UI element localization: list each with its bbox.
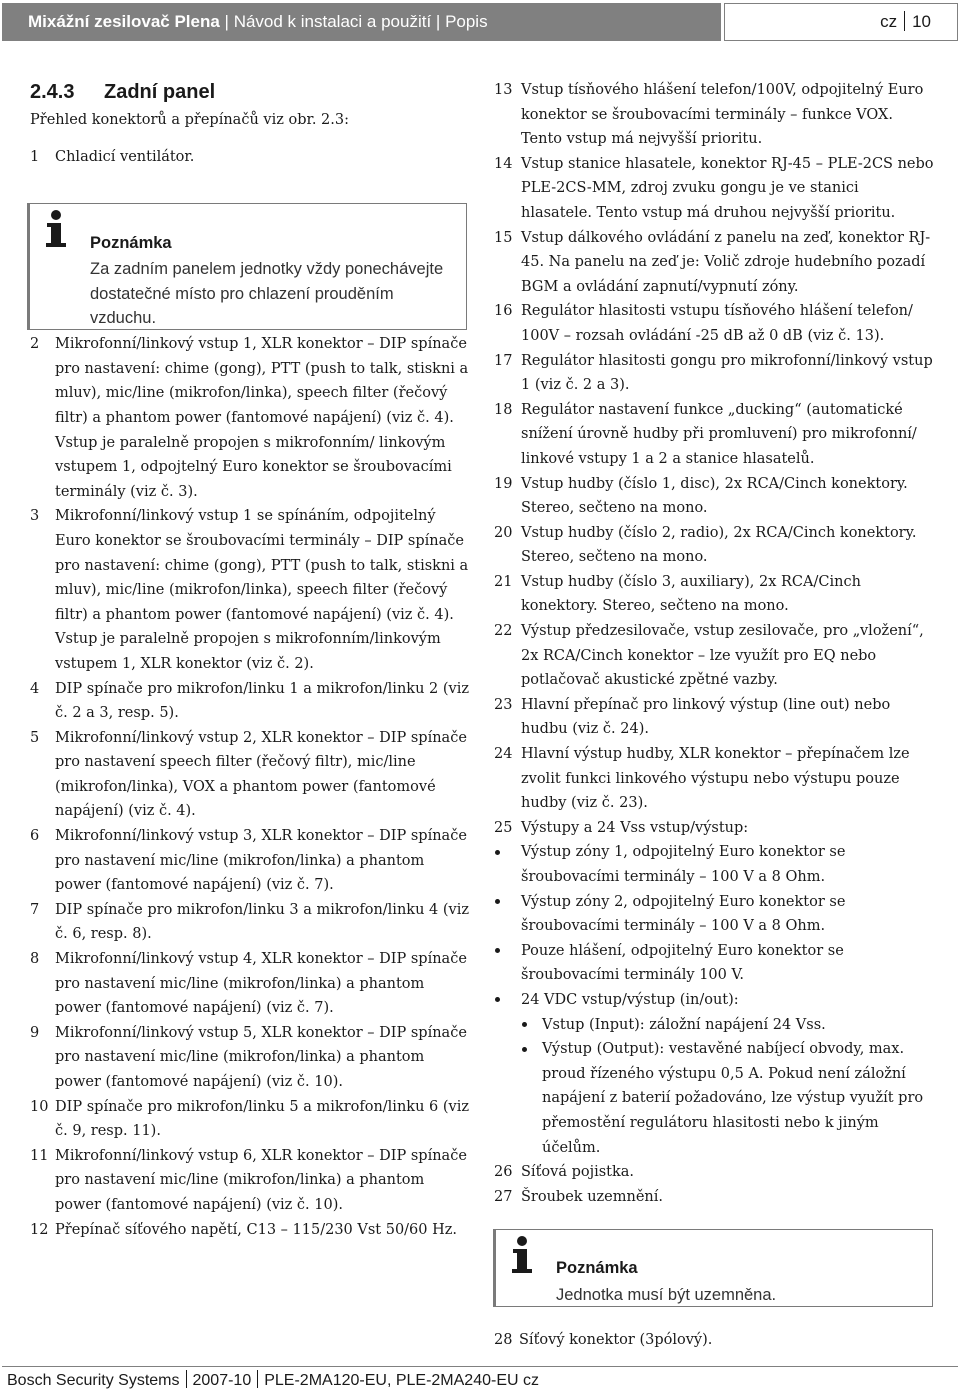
item-text: Regulátor hlasitosti gongu pro mikrofonní/linkový vstup 1 (viz č. 2 a 3). (521, 352, 933, 394)
item-text: Výstup předzesilovače, vstup zesilovače, pro „vložení“, 2x RCA/Cinch konektor – lze využít pro EQ nebo potlačovač akustické zpětné vazby. (521, 623, 924, 689)
list-item (30, 824, 470, 898)
item-number: 4 (30, 680, 40, 697)
header-product: Mixážní zesilovač Plena (28, 12, 220, 31)
note-box (493, 1229, 933, 1307)
list-item (30, 504, 470, 676)
list-item (30, 677, 470, 726)
header-lang: cz (880, 12, 898, 31)
item-text: Mikrofonní/linkový vstup 5, XLR konektor – DIP spínače pro nastavení mic/line (mikrofon/linka) a phantom power (fantomové napájení) (viz č. 10). (55, 1024, 467, 1090)
item-number: 10 (30, 1098, 49, 1115)
bullet-item (494, 1013, 934, 1038)
info-icon (496, 1230, 548, 1280)
item-number: 13 (494, 82, 513, 98)
list-item (494, 742, 934, 816)
item-number: 26 (494, 1164, 513, 1181)
bullet-icon (494, 890, 521, 939)
item-text: DIP spínače pro mikrofon/linku 3 a mikrofon/linku 4 (viz č. 6, resp. 8). (55, 901, 469, 943)
item-number: 14 (494, 155, 513, 172)
bullet-text: Výstup (Output): vestavěné nabíjecí obvody, max. proud řízeného výstupu 0,5 A. Pokud není záložní napájení z baterií požadováno, lze výstup využít pro přemostění regulátoru hlasitosti nebo k jiným účelům. (542, 1041, 924, 1156)
item-text: Hlavní výstup hudby, XLR konektor – přepínačem lze zvolit funkci linkového výstupu nebo výstupu pouze hudby (viz č. 23). (521, 746, 910, 812)
bullet-item (494, 1037, 934, 1160)
list-item (494, 1160, 934, 1185)
item-text: Výstupy a 24 Vss vstup/výstup: (521, 819, 749, 836)
item-text: Přepínač síťového napětí, C13 – 115/230 Vst 50/60 Hz. (55, 1221, 458, 1238)
list-item (494, 521, 934, 570)
section-title: Zadní panel (104, 81, 216, 103)
bullet-item (494, 988, 934, 1013)
item-list (30, 145, 470, 170)
item-text: Vstup stanice hlasatele, konektor RJ-45 – PLE-2CS nebo PLE-2CS-MM, zdroj zvuku gongu je ve stanici hlasatele. Tento vstup má druhou nejvyšší prioritu. (521, 155, 934, 221)
item-text: Mikrofonní/linkový vstup 4, XLR konektor – DIP spínače pro nastavení mic/line (mikrofon/linka) a phantom power (fantomové napájení) (viz č. 7). (55, 951, 467, 1017)
list-item (30, 1218, 470, 1243)
item-number: 24 (494, 746, 513, 763)
list-item (30, 332, 470, 504)
info-icon (30, 204, 82, 254)
item-number: 23 (494, 696, 513, 713)
item-number: 17 (494, 352, 513, 369)
list-item (30, 947, 470, 1021)
item-text: Mikrofonní/linkový vstup 1 se spínáním, odpojitelný Euro konektor se šroubovacími terminály – DIP spínače pro nastavení: chime (gong), PTT (push to talk, stiskni a mluv), mic/line (mikrofon/linka), speech filter (řečový filtr) a phantom power (fantomové napájení) (viz č. 4). Vstup je paralelně propojen s mikrofonním/linkovým vstupem 1, XLR konektor (viz č. 2). (55, 508, 469, 672)
note-box (27, 203, 467, 330)
item-text: Vstup hudby (číslo 3, auxiliary), 2x RCA/Cinch konektory. Stereo, sečteno na mono. (521, 573, 861, 615)
note-body: Za zadním panelem jednotky vždy ponechávejte dostatečné místo pro chlazení prouděním vzduchu. (90, 260, 444, 327)
item-number: 21 (494, 573, 513, 590)
list-item (494, 349, 934, 398)
item-text: Mikrofonní/linkový vstup 1, XLR konektor – DIP spínače pro nastavení: chime (gong), PTT (push to talk, stiskni a mluv), mic/line (mikrofon/linka), speech filter (řečový filtr) a phantom power (fantomové napájení) (viz č. 4). Vstup je paralelně propojen s mikrofonním/ linkovým vstupem 1, odpojtelný Euro konektor se šroubovacími terminály (viz č. 3). (55, 336, 469, 500)
bullet-icon (494, 939, 521, 988)
section-number: 2.4.3 (30, 81, 75, 103)
bullet-icon (494, 988, 521, 1013)
item-number: 3 (30, 508, 40, 525)
item-text: Mikrofonní/linkový vstup 3, XLR konektor – DIP spínače pro nastavení mic/line (mikrofon/linka) a phantom power (fantomové napájení) (viz č. 7). (55, 828, 467, 894)
list-item (494, 693, 934, 742)
item-number: 16 (494, 303, 513, 320)
bullet-item (494, 939, 934, 988)
item-number: 5 (30, 729, 40, 746)
item-text: Hlavní přepínač pro linkový výstup (line out) nebo hudbu (viz č. 24). (521, 696, 891, 738)
sub-bullet-list (494, 1013, 934, 1161)
item-number: 18 (494, 401, 513, 418)
item-text: Vstup hudby (číslo 1, disc), 2x RCA/Cinch konektory. Stereo, sečteno na mono. (521, 475, 908, 517)
item-text: Mikrofonní/linkový vstup 6, XLR konektor – DIP spínače pro nastavení mic/line (mikrofon/linka) a phantom power (fantomové napájení) (viz č. 10). (55, 1147, 467, 1213)
item-number: 8 (30, 951, 40, 968)
item-text: Chladicí ventilátor. (55, 148, 195, 165)
bullet-icon (494, 840, 521, 889)
item-number: 2 (30, 336, 40, 353)
item-text: DIP spínače pro mikrofon/linku 1 a mikrofon/linku 2 (viz č. 2 a 3, resp. 5). (55, 680, 469, 722)
page-header-title: Mixážní zesilovač Plena | Návod k instalaci a použití | Popis (2, 3, 721, 41)
item-number: 28 (494, 1332, 513, 1348)
footer-date: 2007-10 (192, 1372, 252, 1389)
list-item (30, 1095, 470, 1144)
item-text: Šroubek uzemnění. (521, 1188, 664, 1205)
list-item (494, 226, 934, 300)
list-item (494, 1328, 934, 1353)
item-text: Vstup dálkového ovládání z panelu na zeď, konektor RJ-45. Na panelu na zeď je: Volič zdroje hudebního pozadí BGM a ovládání zapnutí/vypnutí zóny. (521, 229, 931, 295)
list-item (30, 1021, 470, 1095)
header-chapter: Popis (445, 12, 488, 31)
list-item (494, 152, 934, 226)
footer-models: PLE-2MA120-EU, PLE-2MA240-EU cz (264, 1372, 539, 1389)
bullet-icon (521, 1013, 542, 1038)
bullet-list (494, 840, 934, 1012)
item-number: 27 (494, 1188, 513, 1205)
item-text: Síťová pojistka. (521, 1164, 635, 1181)
item-text: DIP spínače pro mikrofon/linku 5 a mikrofon/linku 6 (viz č. 9, resp. 11). (55, 1098, 469, 1140)
item-number: 19 (494, 475, 513, 492)
note-title: Poznámka (90, 234, 172, 252)
list-item (494, 299, 934, 348)
list-item (30, 145, 470, 170)
item-text: Regulátor hlasitosti vstupu tísňového hlášení telefon/ 100V – rozsah ovládání -25 dB až 0 dB (viz č. 13). (521, 303, 913, 344)
bullet-item (494, 840, 934, 889)
footer-company: Bosch Security Systems (7, 1372, 180, 1389)
note-title: Poznámka (556, 1259, 638, 1277)
list-item (494, 472, 934, 521)
item-text: Vstup tísňového hlášení telefon/100V, odpojitelný Euro konektor se šroubovacími terminály – funkce VOX. Tento vstup má nejvyšší prioritu. (521, 82, 924, 148)
item-number: 6 (30, 828, 40, 845)
item-number: 12 (30, 1221, 49, 1238)
list-item (494, 619, 934, 693)
page-number: 10 (912, 12, 931, 31)
list-item (494, 570, 934, 619)
item-number: 11 (30, 1147, 49, 1164)
bullet-text: Výstup zóny 1, odpojitelný Euro konektor se šroubovacími terminály – 100 V a 8 Ohm. (521, 844, 846, 885)
item-text: Vstup hudby (číslo 2, radio), 2x RCA/Cinch konektory. Stereo, sečteno na mono. (521, 524, 917, 566)
header-section: Návod k instalaci a použití (233, 12, 432, 31)
item-number: 15 (494, 229, 513, 246)
item-text: Mikrofonní/linkový vstup 2, XLR konektor – DIP spínače pro nastavení speech filter (řečový filtr), mic/line (mikrofon/linka), VOX a phantom power (fantomové napájení) (viz č. 4). (55, 729, 467, 820)
item-number: 1 (30, 148, 40, 165)
list-item (494, 1185, 934, 1210)
list-item (30, 726, 470, 824)
list-item (30, 1144, 470, 1218)
item-text: Regulátor nastavení funkce „ducking“ (automatické snížení úrovně hudby při promluvení) pro mikrofonní/ linkové vstupy 1 a 2 a stanice hlasatelů. (521, 401, 917, 467)
page-footer (2, 1366, 958, 1396)
item-number: 22 (494, 623, 513, 640)
list-item (494, 398, 934, 472)
item-number: 7 (30, 901, 40, 918)
section-heading (30, 76, 470, 108)
item-number: 25 (494, 819, 513, 836)
section-intro: Přehled konektorů a přepínačů viz obr. 2.3: (30, 112, 349, 128)
note-body: Jednotka musí být uzemněna. (556, 1286, 777, 1304)
bullet-item (494, 890, 934, 939)
bullet-text: 24 VDC vstup/výstup (in/out): (521, 991, 739, 1008)
item-text: Síťový konektor (3pólový). (519, 1332, 713, 1348)
item-list (494, 1160, 934, 1209)
bullet-text: Pouze hlášení, odpojitelný Euro konektor se šroubovacími terminály 100 V. (521, 942, 844, 984)
list-item (494, 816, 934, 841)
bullet-icon (521, 1037, 542, 1160)
item-number: 20 (494, 524, 513, 541)
bullet-text: Výstup zóny 2, odpojitelný Euro konektor se šroubovacími terminály – 100 V a 8 Ohm. (521, 893, 846, 935)
item-list (30, 332, 470, 1242)
right-column (494, 78, 934, 1209)
list-item (30, 898, 470, 947)
page-header-number (724, 3, 958, 41)
list-item (494, 78, 934, 152)
bullet-text: Vstup (Input): záložní napájení 24 Vss. (542, 1016, 826, 1033)
item-list (494, 78, 934, 840)
item-number: 9 (30, 1024, 40, 1041)
